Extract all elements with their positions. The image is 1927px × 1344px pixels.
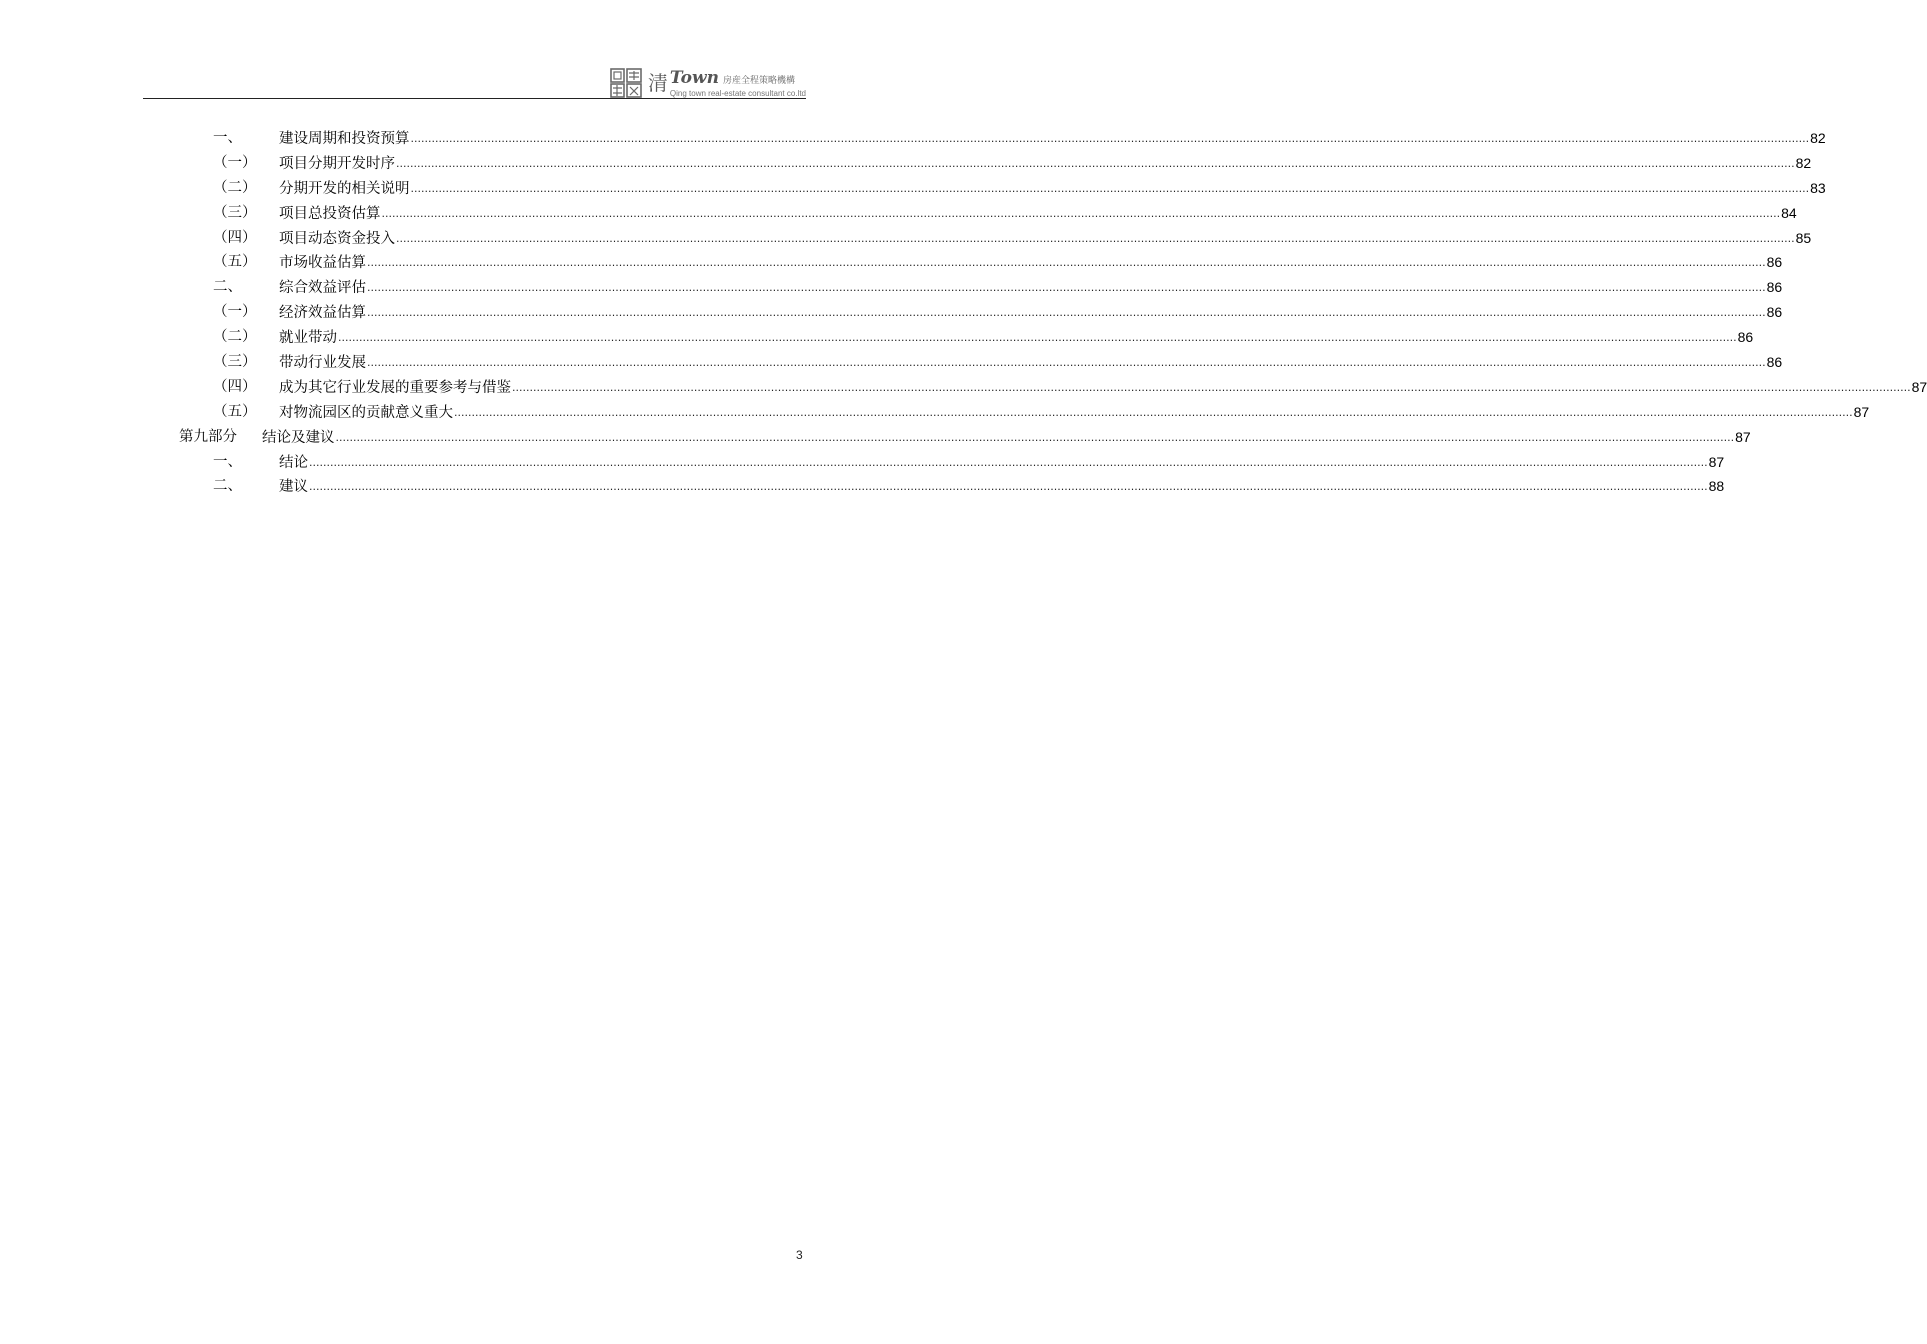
company-logo (610, 66, 806, 100)
toc-entry-line (279, 400, 1870, 427)
toc-entry-number: 一、 (213, 453, 242, 470)
toc-entry[interactable] (0, 151, 1812, 176)
toc-entry-line (279, 450, 1725, 477)
page-header (143, 62, 806, 100)
toc-entry-page: 87 (1853, 403, 1870, 420)
toc-entry[interactable] (0, 400, 1870, 425)
toc-entry-page: 86 (1766, 254, 1783, 271)
toc-entry[interactable] (0, 201, 1797, 226)
toc-entry-line (279, 275, 1783, 302)
toc-leader-dots: ................................................................................................................................................................................................................................................................................................................................................................................................................ (410, 181, 1810, 195)
toc-entry-page: 87 (1911, 378, 1927, 395)
toc-entry-title: 项目总投资估算 (279, 205, 381, 222)
toc-entry-title: 市场收益估算 (279, 255, 366, 272)
toc-entry-title: 建设周期和投资预算 (279, 131, 410, 147)
toc-leader-dots: ................................................................................................................................................................................................................................................................................................................................................................................................................ (309, 455, 1708, 469)
toc-entry-page: 86 (1766, 304, 1783, 321)
toc-entry[interactable] (0, 474, 1725, 499)
toc-entry-page: 83 (1810, 179, 1826, 196)
toc-leader-dots: ................................................................................................................................................................................................................................................................................................................................................................................................................ (367, 256, 1766, 270)
toc-entry-line (279, 350, 1783, 377)
toc-entry-line (279, 325, 1754, 352)
toc-entry-page: 86 (1766, 354, 1783, 371)
toc-entry-number: （三） (213, 354, 257, 371)
toc-entry-line (279, 201, 1797, 228)
toc-entry-page: 82 (1795, 154, 1812, 171)
toc-entry-page: 86 (1766, 279, 1783, 296)
header-divider (143, 98, 806, 99)
toc-entry[interactable] (0, 450, 1725, 475)
toc-leader-dots: ................................................................................................................................................................................................................................................................................................................................................................................................................ (367, 356, 1766, 370)
toc-leader-dots: ................................................................................................................................................................................................................................................................................................................................................................................................................ (338, 331, 1737, 345)
toc-entry-page: 85 (1795, 229, 1812, 246)
logo-english-subtitle: Qing town real-estate consultant co.ltd (669, 89, 806, 98)
toc-entry-title: 就业带动 (279, 330, 337, 347)
toc-entry[interactable] (0, 350, 1783, 375)
toc-entry-number: （五） (213, 403, 257, 420)
toc-entry-page: 87 (1735, 428, 1751, 445)
toc-entry[interactable] (0, 226, 1812, 251)
toc-entry-number: （一） (213, 304, 257, 321)
toc-entry-line (279, 151, 1812, 178)
toc-entry[interactable] (0, 250, 1783, 275)
toc-entry-title: 项目动态资金投入 (279, 230, 395, 247)
page-number: 3 (796, 1248, 803, 1262)
logo-seal-icon (610, 68, 642, 98)
toc-leader-dots: ................................................................................................................................................................................................................................................................................................................................................................................................................ (309, 480, 1708, 494)
toc-entry-number: （二） (213, 179, 257, 196)
toc-entry[interactable] (0, 275, 1783, 300)
toc-entry-line (279, 126, 1826, 153)
toc-entry[interactable] (0, 425, 1751, 450)
toc-entry-title: 带动行业发展 (279, 355, 366, 372)
toc-entry-number: 二、 (213, 478, 242, 495)
toc-entry[interactable] (0, 300, 1783, 325)
toc-entry-number: （三） (213, 204, 257, 221)
toc-entry-title: 对物流园区的贡献意义重大 (279, 404, 453, 421)
toc-entry[interactable] (0, 325, 1754, 350)
toc-leader-dots: ................................................................................................................................................................................................................................................................................................................................................................................................................ (367, 306, 1766, 320)
toc-entry-page: 86 (1737, 329, 1754, 346)
toc-leader-dots: ................................................................................................................................................................................................................................................................................................................................................................................................................ (367, 281, 1766, 295)
toc-entry-line (279, 250, 1783, 277)
toc-entry-title: 综合效益评估 (279, 280, 366, 297)
toc-entry-line (279, 474, 1725, 501)
toc-entry[interactable] (0, 375, 1927, 400)
toc-entry-line (279, 226, 1812, 253)
toc-entry-number: （五） (213, 254, 257, 271)
toc-leader-dots: ................................................................................................................................................................................................................................................................................................................................................................................................................ (396, 231, 1795, 245)
logo-text-block (670, 68, 806, 98)
toc-entry-title: 经济效益估算 (279, 305, 366, 322)
toc-entry-line (262, 425, 1751, 452)
toc-entry-number: （四） (213, 378, 257, 395)
toc-entry[interactable] (0, 176, 1826, 201)
toc-entry-title: 结论 (279, 454, 308, 471)
toc-entry-title: 结论及建议 (262, 429, 335, 446)
logo-chinese-subtitle: 房産全程策略機構 (722, 76, 795, 86)
toc-entry-page: 88 (1708, 478, 1725, 495)
toc-entry-page: 84 (1781, 204, 1797, 221)
toc-entry-title: 建议 (279, 479, 308, 496)
toc-entry-title: 成为其它行业发展的重要参考与借鉴 (279, 379, 511, 396)
toc-leader-dots: ................................................................................................................................................................................................................................................................................................................................................................................................................ (410, 132, 1810, 145)
toc-entry-number: （一） (213, 154, 257, 171)
toc-entry-line (279, 300, 1783, 327)
toc-leader-dots: ................................................................................................................................................................................................................................................................................................................................................................................................................ (454, 405, 1853, 419)
toc-entry-page: 82 (1810, 130, 1826, 146)
toc-leader-dots: ................................................................................................................................................................................................................................................................................................................................................................................................................ (512, 380, 1911, 394)
toc-entry-title: 分期开发的相关说明 (279, 180, 410, 197)
toc-entry-number: （二） (213, 329, 257, 346)
toc-leader-dots: ................................................................................................................................................................................................................................................................................................................................................................................................................ (396, 156, 1795, 170)
toc-entry-line (279, 176, 1826, 203)
toc-entry-number: 一、 (213, 130, 242, 146)
toc-entry-number: 第九部分 (179, 428, 237, 445)
toc-entry-page: 87 (1708, 453, 1725, 470)
toc-entry[interactable] (0, 126, 1826, 151)
toc-entry-number: 二、 (213, 279, 242, 296)
table-of-contents (0, 126, 1927, 499)
toc-entry-number: （四） (213, 229, 257, 246)
logo-town-wordmark: Town (669, 68, 719, 88)
toc-entry-title: 项目分期开发时序 (279, 155, 395, 172)
toc-leader-dots: ................................................................................................................................................................................................................................................................................................................................................................................................................ (381, 206, 1781, 220)
toc-entry-line (279, 375, 1927, 402)
logo-chinese-mark: 清 (647, 71, 668, 95)
toc-leader-dots: ................................................................................................................................................................................................................................................................................................................................................................................................................ (335, 430, 1735, 444)
